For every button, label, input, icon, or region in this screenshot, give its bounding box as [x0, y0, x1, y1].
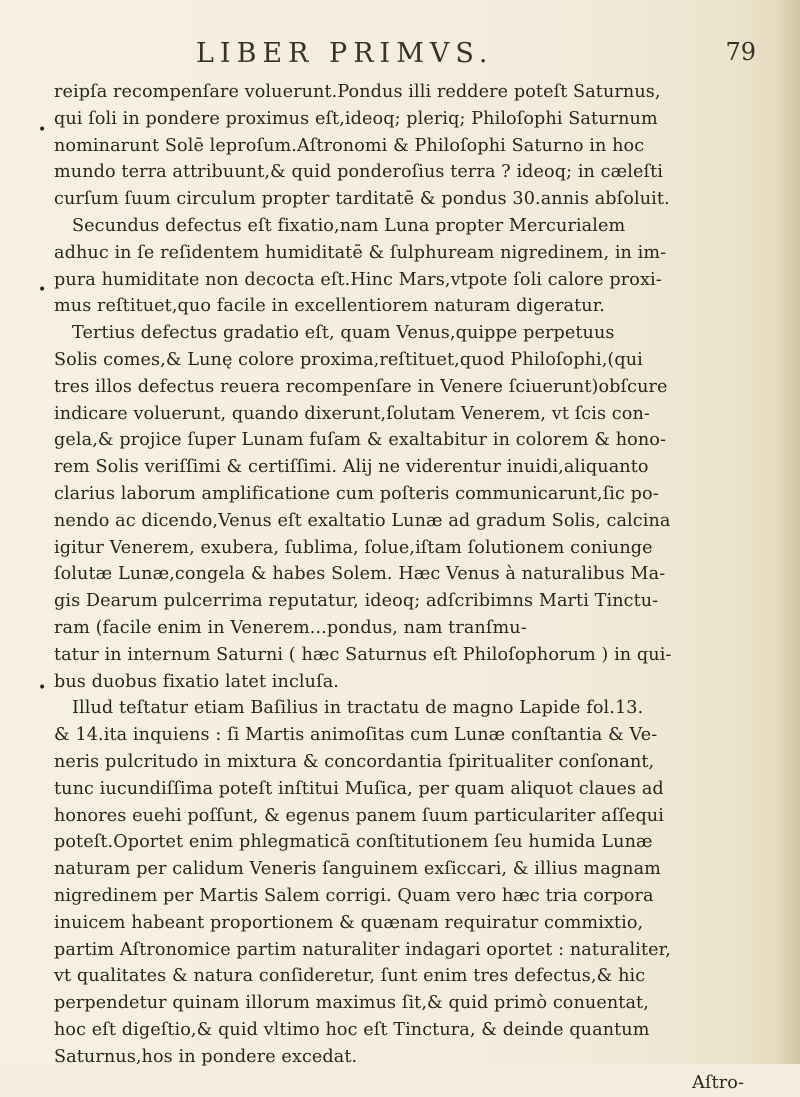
catchword: Aſtro-	[692, 1073, 744, 1094]
text-line: curſum ſuum circulum propter tarditatē & pondus 30.annis abſoluit.	[54, 189, 670, 210]
text-line: indicare voluerunt, quando dixerunt,ſolutam Venerem, vt ſcis con-	[54, 403, 650, 424]
text-line: pura humiditate non decocta eſt.Hinc Mars,vtpote ſoli calore proxi-	[54, 269, 662, 290]
text-line: Tertius defectus gradatio eſt, quam Venus,quippe perpetuus	[72, 323, 615, 344]
page-header	[196, 38, 756, 78]
margin-mark: •	[38, 282, 47, 298]
text-line: nigredinem per Martis Salem corrigi. Quam vero hæc tria corpora	[54, 885, 654, 906]
text-line: tunc iucundiſſima poteſt inſtitui Muſica, per quam aliquot claues ad	[54, 778, 664, 799]
text-line: nendo ac dicendo,Venus eſt exaltatio Lunæ ad gradum Solis, calcina	[54, 510, 671, 531]
text-line: ſolutæ Lunæ,congela & habes Solem. Hæc Venus à naturalibus Ma-	[54, 564, 666, 585]
text-line: Illud teſtatur etiam Baſilius in tractatu de magno Lapide fol.13.	[72, 698, 644, 719]
text-line: nominarunt Solē leproſum.Aſtronomi & Philoſophi Saturno in hoc	[54, 135, 645, 156]
text-line: poteſt.Oportet enim phlegmaticā conſtitutionem ſeu humida Lunæ	[54, 832, 653, 853]
text-line: honores euehi poſſunt, & egenus panem ſuum particulariter aſſequi	[54, 805, 664, 826]
margin-mark: •	[38, 680, 47, 696]
text-line: rem Solis veriſſimi & certiſſimi. Alij ne viderentur inuidi,aliquanto	[54, 457, 649, 478]
text-line: tres illos defectus reuera recompenſare in Venere ſciuerunt)obſcure	[54, 376, 668, 397]
text-line: mus reſtituet,quo facile in excellentiorem naturam digeratur.	[54, 296, 605, 317]
text-line: gela,& projice ſuper Lunam fuſam & exaltabitur in colorem & hono-	[54, 430, 667, 451]
text-line: Solis comes,& Lunę colore proxima,reſtituet,quod Philoſophi,(qui	[54, 349, 643, 370]
text-line: qui ſoli in pondere proximus eſt,ideoq; pleriq; Philoſophi Saturnum	[54, 108, 658, 129]
text-line: perpendetur quinam illorum maximus ſit,& quid primò conuentat,	[54, 993, 649, 1014]
text-line: & 14.ita inquiens : ſi Martis animoſitas cum Lunæ conſtantia & Ve-	[54, 725, 658, 746]
text-line: gis Dearum pulcerrima reputatur, ideoq; adſcribimns Marti Tinctu-	[54, 591, 659, 612]
text-line: igitur Venerem, exubera, ſublima, ſolue,iſtam ſolutionem coniunge	[54, 537, 653, 558]
body-text	[54, 79, 766, 1097]
text-line: partim Aſtronomice partim naturaliter indagari oportet : naturaliter,	[54, 939, 671, 960]
text-line: adhuc in ſe reſidentem humiditatē & ſulphuream nigredinem, in im-	[54, 242, 667, 263]
text-line: naturam per calidum Veneris ſanguinem exſiccari, & illius magnam	[54, 859, 661, 880]
text-line: Saturnus,hos in pondere excedat.	[54, 1046, 358, 1067]
running-title: LIBER PRIMVS.	[196, 38, 494, 69]
text-line: bus duobus fixatio latet incluſa.	[54, 671, 339, 692]
text-line: vt qualitates & natura conſideretur, ſunt enim tres defectus,& hic	[54, 966, 646, 987]
text-line: mundo terra attribuunt,& quid ponderoſius terra ? ideoq; in cæleſti	[54, 162, 664, 183]
text-line: hoc eſt digeſtio,& quid vltimo hoc eſt Tinctura, & deinde quantum	[54, 1019, 650, 1040]
text-line: clarius laborum amplificatione cum poſteris communicarunt,ſic po-	[54, 483, 659, 504]
text-line: inuicem habeant proportionem & quænam requiratur commixtio,	[54, 912, 644, 933]
text-line: Secundus defectus eſt fixatio,nam Luna propter Mercurialem	[72, 215, 626, 236]
page-number: 79	[725, 38, 756, 66]
text-line: reipſa recompenſare voluerunt.Pondus illi reddere poteſt Saturnus,	[54, 82, 661, 102]
margin-mark: •	[38, 122, 47, 138]
text-line: ram (facile enim in Venerem...pondus, nam tranſmu-	[54, 617, 527, 638]
text-line: neris pulcritudo in mixtura & concordantia ſpiritualiter conſonant,	[54, 751, 655, 772]
text-line: tatur in internum Saturni ( hæc Saturnus eſt Philoſophorum ) in qui-	[54, 644, 672, 665]
